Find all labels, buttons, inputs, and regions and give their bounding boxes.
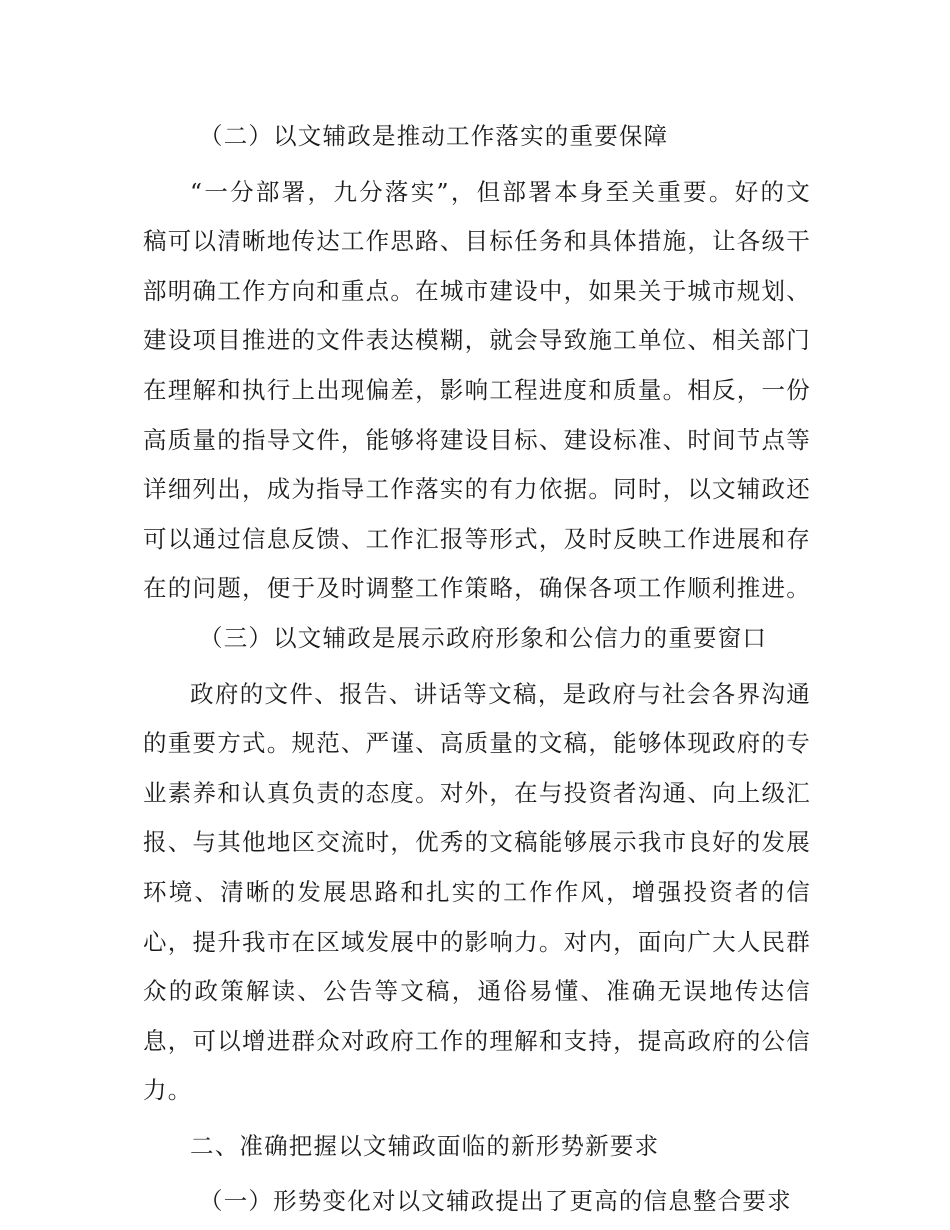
part-heading-2: 二、准确把握以文辅政面临的新形势新要求 <box>190 1131 660 1160</box>
document-page <box>143 112 811 1227</box>
paragraph-line: 力。 <box>143 1076 193 1105</box>
paragraph-line: 息，可以增进群众对政府工作的理解和支持，提高政府的公信 <box>143 1026 811 1055</box>
section-heading-2: （二）以文辅政是推动工作落实的重要保障 <box>199 122 669 150</box>
paragraph-line: 环境、清晰的发展思路和扎实的工作作风，增强投资者的信 <box>143 877 811 906</box>
paragraph-line: 报、与其他地区交流时，优秀的文稿能够展示我市良好的发展 <box>143 828 811 857</box>
paragraph-line: 心，提升我市在区域发展中的影响力。对内，面向广大人民群 <box>143 927 811 956</box>
subsection-heading-2-1: （一）形势变化对以文辅政提出了更高的信息整合要求 <box>199 1187 792 1216</box>
paragraph-line: 在的问题，便于及时调整工作策略，确保各项工作顺利推进。 <box>143 574 811 603</box>
paragraph-line: 可以通过信息反馈、工作汇报等形式，及时反映工作进展和存 <box>143 524 811 553</box>
paragraph-line: 部明确工作方向和重点。在城市建设中，如果关于城市规划、 <box>143 276 811 305</box>
paragraph-line: 高质量的指导文件，能够将建设目标、建设标准、时间节点等 <box>143 425 811 454</box>
paragraph-section-3 <box>143 670 811 1116</box>
paragraph-line: 政府的文件、报告、讲话等文稿，是政府与社会各界沟通 <box>190 679 811 708</box>
paragraph-line: 的重要方式。规范、严谨、高质量的文稿，能够体现政府的专 <box>143 729 811 758</box>
paragraph-line: 稿可以清晰地传达工作思路、目标任务和具体措施，让各级干 <box>143 227 811 256</box>
paragraph-line: “一分部署，九分落实”，但部署本身至关重要。好的文 <box>190 177 811 206</box>
paragraph-line: 在理解和执行上出现偏差，影响工程进度和质量。相反，一份 <box>143 375 811 404</box>
paragraph-line: 业素养和认真负责的态度。对外，在与投资者沟通、向上级汇 <box>143 778 811 807</box>
paragraph-line: 详细列出，成为指导工作落实的有力依据。同时，以文辅政还 <box>143 475 811 504</box>
section-heading-3: （三）以文辅政是展示政府形象和公信力的重要窗口 <box>199 623 768 652</box>
paragraph-line: 众的政策解读、公告等文稿，通俗易懂、准确无误地传达信 <box>143 977 811 1006</box>
paragraph-section-2 <box>143 168 811 614</box>
paragraph-line: 建设项目推进的文件表达模糊，就会导致施工单位、相关部门 <box>143 326 811 355</box>
